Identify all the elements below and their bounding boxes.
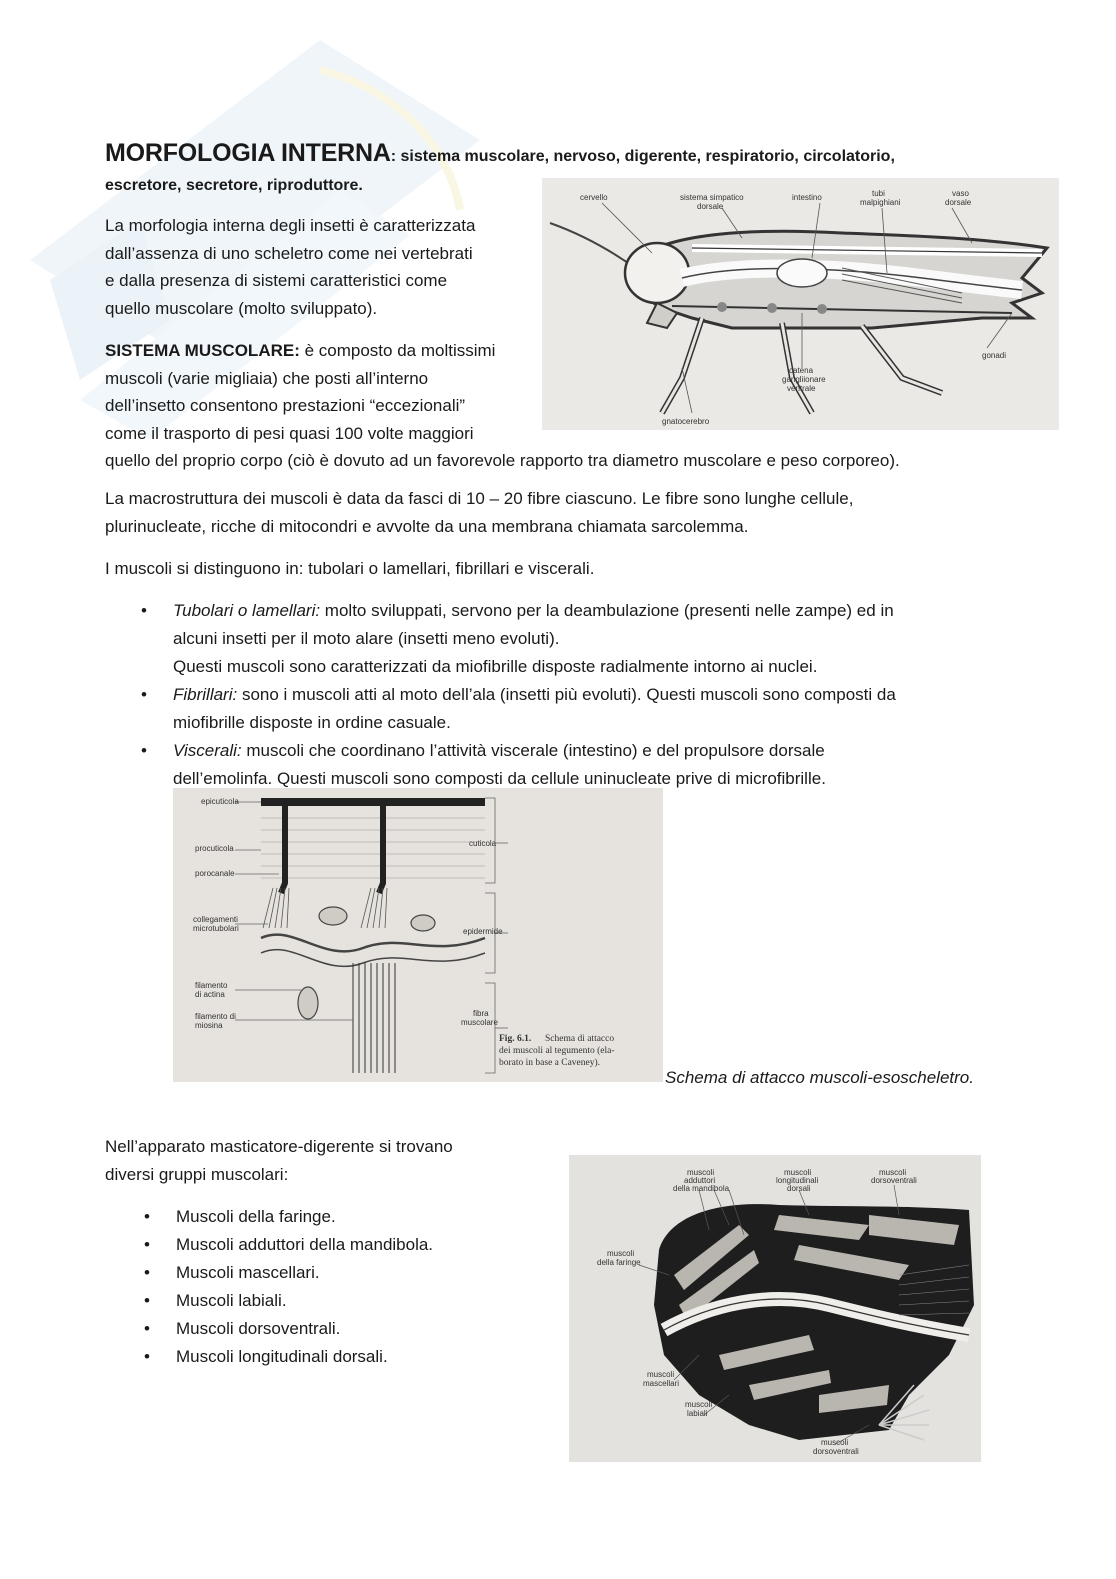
svg-text:tubi: tubi <box>872 189 885 198</box>
list-item: • Fibrillari: sono i muscoli atti al moto dell’ala (insetti più evoluti). Questi muscoli sono composti da miofibrille disposte in ordine casuale. <box>105 681 1045 737</box>
svg-text:borato in base a Caveney).: borato in base a Caveney). <box>499 1058 601 1068</box>
svg-text:dorsale: dorsale <box>945 198 972 207</box>
svg-text:muscoli: muscoli <box>687 1168 715 1177</box>
svg-text:epidermide: epidermide <box>463 927 503 936</box>
svg-text:malpighiani: malpighiani <box>860 198 901 207</box>
svg-text:gangliionare: gangliionare <box>782 375 826 384</box>
svg-text:sistema simpatico: sistema simpatico <box>680 193 744 202</box>
svg-text:epicuticola: epicuticola <box>201 797 239 806</box>
svg-text:dei muscoli al tegumento (ela-: dei muscoli al tegumento (ela- <box>499 1046 615 1056</box>
sistema-label: SISTEMA MUSCOLARE: <box>105 341 300 360</box>
list-item: • Muscoli labiali. <box>108 1287 528 1315</box>
macro-paragraph: La macrostruttura dei muscoli è data da fasci di 10 – 20 fibre ciascuno. Le fibre sono lunghe cellule, plurinucleate, ricche di mitocondri e avvolte da una membrana chiamata sarcolemma. <box>105 489 854 536</box>
svg-text:miosina: miosina <box>195 1021 223 1030</box>
sistema-paragraph: SISTEMA MUSCOLARE: è composto da moltissimi muscoli (varie migliaia) che posti all’interno dell’insetto consentono prestazioni “eccezionali” come il trasporto di pesi quasi 100 volte maggiori quello del proprio corpo (ciò è dovuto ad un favorevole rapporto tra diametro muscolare e peso corporeo). <box>105 341 900 470</box>
svg-text:porocanale: porocanale <box>195 869 235 878</box>
svg-text:vaso: vaso <box>952 189 969 198</box>
svg-text:dorsale: dorsale <box>697 202 724 211</box>
svg-text:Schema di attacco: Schema di attacco <box>545 1034 615 1044</box>
head-muscles-figure <box>569 1155 981 1462</box>
svg-text:della mandibola: della mandibola <box>673 1184 730 1193</box>
svg-text:microtubolari: microtubolari <box>193 924 239 933</box>
svg-text:longitudinali: longitudinali <box>776 1176 819 1185</box>
svg-text:muscoli: muscoli <box>821 1438 849 1447</box>
list-item: • Viscerali: muscoli che coordinano l’attività viscerale (intestino) e del propulsore dorsale dell’emolinfa. Questi muscoli sono composti da cellule uninucleate prive di microfibrille. <box>105 737 1045 793</box>
svg-text:muscoli: muscoli <box>685 1400 713 1409</box>
page-heading <box>105 136 1005 174</box>
svg-text:dorsoventrali: dorsoventrali <box>813 1447 859 1456</box>
list-item: • Muscoli mascellari. <box>108 1259 528 1287</box>
distinguono-line: I muscoli si distinguono in: tubolari o lamellari, fibrillari e viscerali. <box>105 559 595 578</box>
svg-text:dorsoventrali: dorsoventrali <box>871 1176 917 1185</box>
muscle-types-list <box>105 597 1045 793</box>
svg-text:muscoli: muscoli <box>879 1168 907 1177</box>
svg-text:muscoli: muscoli <box>647 1370 675 1379</box>
masticatore-paragraph: Nell’apparato masticatore-digerente si trovano diversi gruppi muscolari: <box>105 1137 453 1184</box>
list-item: • Muscoli dorsoventrali. <box>108 1315 528 1343</box>
figure-caption: Schema di attacco muscoli-esoscheletro. <box>665 1068 974 1087</box>
svg-text:collegamenti: collegamenti <box>193 915 238 924</box>
svg-text:catena: catena <box>789 366 814 375</box>
svg-text:filamento: filamento <box>195 981 228 990</box>
svg-text:muscoli: muscoli <box>607 1249 635 1258</box>
svg-text:adduttori: adduttori <box>684 1176 716 1185</box>
list-item: • Tubolari o lamellari: molto sviluppati, servono per la deambulazione (presenti nelle zampe) ed in alcuni insetti per il moto alare (insetti meno evoluti). Questi muscoli sono caratterizzati da miofibrille disposte radialmente intorno ai nuclei. <box>105 597 1045 681</box>
svg-text:di actina: di actina <box>195 990 225 999</box>
heading-rest: : sistema muscolare, nervoso, digerente, respiratorio, circolatorio, <box>390 148 895 165</box>
svg-text:fibra: fibra <box>473 1009 489 1018</box>
svg-text:procuticola: procuticola <box>195 844 234 853</box>
list-item: • Muscoli della faringe. <box>108 1203 528 1231</box>
label-gonadi: gonadi <box>982 351 1007 360</box>
svg-text:muscolare: muscolare <box>461 1018 498 1027</box>
head <box>625 243 689 303</box>
svg-text:ventrale: ventrale <box>787 384 816 393</box>
svg-text:cuticola: cuticola <box>469 839 497 848</box>
svg-text:mascellari: mascellari <box>643 1379 680 1388</box>
svg-text:Fig. 6.1.: Fig. 6.1. <box>499 1034 532 1044</box>
muscle-attachment-figure <box>173 788 663 1082</box>
intro-paragraph: La morfologia interna degli insetti è caratterizzata dall’assenza di uno scheletro come nei vertebrati e dalla presenza di sistemi caratteristici come quello muscolare (molto sviluppato). <box>105 216 476 318</box>
svg-text:muscoli: muscoli <box>784 1168 812 1177</box>
insect-anatomy-figure <box>542 178 1059 430</box>
svg-text:dorsali: dorsali <box>787 1184 811 1193</box>
label-gnatocerebro: gnatocerebro <box>662 417 710 426</box>
list-item: • Muscoli adduttori della mandibola. <box>108 1231 528 1259</box>
heading-main: MORFOLOGIA INTERNA <box>105 139 391 167</box>
muscle-groups-list <box>108 1203 528 1371</box>
list-item: • Muscoli longitudinali dorsali. <box>108 1343 528 1371</box>
label-intestino: intestino <box>792 193 822 202</box>
svg-text:della faringe: della faringe <box>597 1258 641 1267</box>
svg-text:labiali: labiali <box>687 1409 708 1418</box>
heading-line2: escretore, secretore, riproduttore. <box>105 177 363 194</box>
label-cervello: cervello <box>580 193 608 202</box>
svg-text:filamento di: filamento di <box>195 1012 236 1021</box>
